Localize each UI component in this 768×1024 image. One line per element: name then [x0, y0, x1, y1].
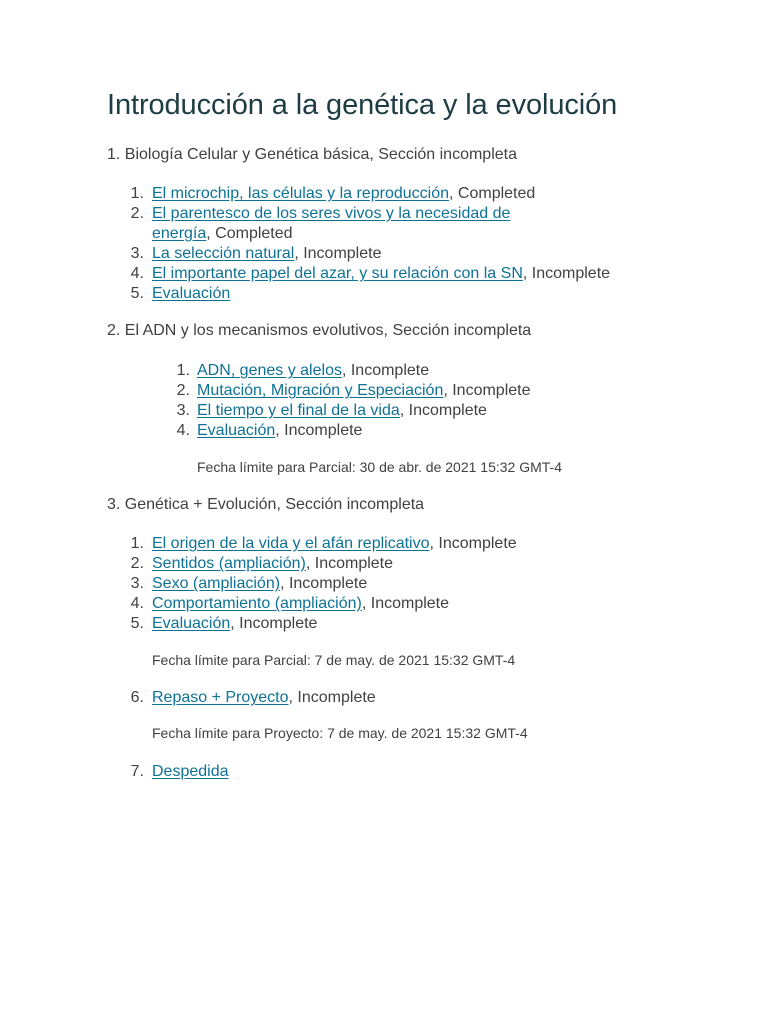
page-title: Introducción a la genética y la evolución [107, 89, 618, 121]
due-date: Fecha límite para Parcial: 7 de may. de 2021 15:32 GMT-4 [152, 652, 516, 668]
lesson-link-evaluacion-2[interactable]: Evaluación [197, 422, 276, 439]
due-date: Fecha límite para Proyecto: 7 de may. de 2021 15:32 GMT-4 [152, 725, 528, 741]
item-status: , Completed [449, 185, 536, 202]
due-date: Fecha límite para Parcial: 30 de abr. de 2021 15:32 GMT-4 [197, 459, 562, 475]
item-number: 2. [130, 555, 144, 572]
item-number: 1. [130, 185, 144, 202]
item-status: , Incomplete [294, 245, 382, 262]
item-status: , Incomplete [429, 535, 517, 552]
lesson-link-seleccion[interactable]: La selección natural [152, 245, 295, 262]
lesson-link-adn[interactable]: ADN, genes y alelos [197, 362, 342, 379]
item-status: , Incomplete [361, 595, 450, 612]
item-number: 3. [130, 575, 144, 592]
lesson-link-despedida[interactable]: Despedida [152, 763, 229, 780]
item-number: 4. [130, 595, 144, 612]
lesson-link-sentidos[interactable]: Sentidos (ampliación) [152, 555, 306, 572]
lesson-link-evaluacion-1[interactable]: Evaluación [152, 285, 231, 302]
item-status: , Incomplete [443, 382, 531, 399]
item-status: , Incomplete [275, 422, 363, 439]
item-status: , Incomplete [399, 402, 487, 419]
lesson-link-tiempo[interactable]: El tiempo y el final de la vida [197, 402, 400, 419]
item-number: 7. [130, 763, 144, 780]
item-number: 6. [130, 689, 144, 706]
item-number: 4. [130, 265, 144, 282]
lesson-link-parentesco[interactable]: El parentesco de los seres vivos y la necesidad de [152, 205, 511, 222]
item-number: 4. [176, 422, 190, 439]
item-status: , Incomplete [288, 689, 376, 706]
item-number: 2. [176, 382, 190, 399]
lesson-link-origen[interactable]: El origen de la vida y el afán replicativo [152, 535, 430, 552]
item-status: , Incomplete [522, 265, 611, 282]
item-status: , Incomplete [280, 575, 368, 592]
lesson-link-evaluacion-3[interactable]: Evaluación [152, 615, 231, 632]
lesson-link-mutacion[interactable]: Mutación, Migración y Especiación [197, 382, 444, 399]
item-number: 5. [130, 615, 144, 632]
item-number: 2. [130, 205, 144, 222]
lesson-link-repaso[interactable]: Repaso + Proyecto [152, 689, 289, 706]
section-heading-1: 1. Biología Celular y Genética básica, Sección incompleta [107, 146, 517, 163]
lesson-link-azar[interactable]: El importante papel del azar, y su relación con la SN [152, 265, 523, 282]
item-number: 3. [130, 245, 144, 262]
section-heading-2: 2. El ADN y los mecanismos evolutivos, Sección incompleta [107, 322, 532, 339]
item-status: , Completed [206, 225, 293, 242]
item-number: 1. [130, 535, 144, 552]
item-status: , Incomplete [341, 362, 430, 379]
lesson-link-parentesco-cont[interactable]: energía [152, 225, 207, 242]
item-status: , Incomplete [230, 615, 318, 632]
item-number: 5. [130, 285, 144, 302]
item-number: 1. [176, 362, 190, 379]
lesson-link-comportamiento[interactable]: Comportamiento (ampliación) [152, 595, 362, 612]
item-number: 3. [176, 402, 190, 419]
lesson-link-microchip[interactable]: El microchip, las células y la reproducción [152, 185, 450, 202]
section-heading-3: 3. Genética + Evolución, Sección incompleta [107, 496, 425, 513]
item-status: , Incomplete [305, 555, 394, 572]
lesson-link-sexo[interactable]: Sexo (ampliación) [152, 575, 281, 592]
